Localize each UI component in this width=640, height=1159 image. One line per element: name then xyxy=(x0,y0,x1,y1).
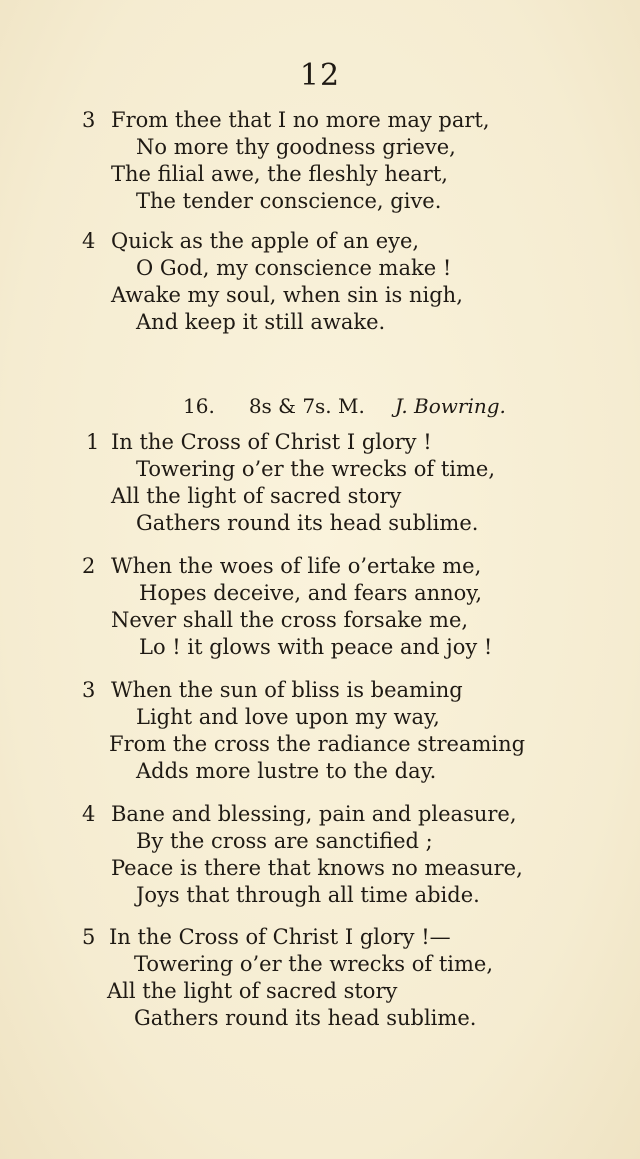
verse-number: 5 xyxy=(82,925,96,949)
verse-line: Lo ! it glows with peace and joy ! xyxy=(139,635,493,659)
verse-line: Hopes deceive, and fears annoy, xyxy=(139,581,483,605)
verse-line: O God, my conscience make ! xyxy=(136,256,452,280)
verse-line: Quick as the apple of an eye, xyxy=(111,229,420,253)
verse-line: Adds more lustre to the day. xyxy=(136,759,437,783)
verse-line: Bane and blessing, pain and pleasure, xyxy=(111,802,517,826)
verse-line: Awake my soul, when sin is nigh, xyxy=(111,283,463,307)
verse-line: By the cross are sanctified ; xyxy=(136,829,433,853)
verse-number: 1 xyxy=(86,430,100,454)
verse-line: When the sun of bliss is beaming xyxy=(111,678,463,702)
page-number: 12 xyxy=(299,58,341,93)
hymn-header xyxy=(183,393,506,420)
verse-line: No more thy goodness grieve, xyxy=(136,135,456,159)
verse-line: When the woes of life o’ertake me, xyxy=(111,554,482,578)
verse-number: 3 xyxy=(82,678,96,702)
verse-line: Gathers round its head sublime. xyxy=(134,1006,477,1030)
hymn-number: 16. xyxy=(183,394,215,418)
verse-number: 2 xyxy=(82,554,96,578)
verse-line: Towering o’er the wrecks of time, xyxy=(136,457,495,481)
verse-line: All the light of sacred story xyxy=(111,484,402,508)
verse-line: Peace is there that knows no measure, xyxy=(111,856,523,880)
verse-line: And keep it still awake. xyxy=(136,310,386,334)
hymn-author: J. Bowring. xyxy=(394,394,506,418)
verse-number: 4 xyxy=(82,802,96,826)
verse-line: In the Cross of Christ I glory ! xyxy=(111,430,432,454)
verse-line: From thee that I no more may part, xyxy=(111,108,490,132)
verse-number: 4 xyxy=(82,229,96,253)
verse-number: 3 xyxy=(82,108,96,132)
verse-line: Gathers round its head sublime. xyxy=(136,511,479,535)
verse-line: From the cross the radiance streaming xyxy=(109,732,526,756)
verse-line: The filial awe, the fleshly heart, xyxy=(111,162,448,186)
verse-line: Never shall the cross forsake me, xyxy=(111,608,469,632)
verse-line: Towering o’er the wrecks of time, xyxy=(134,952,493,976)
verse-line: The tender conscience, give. xyxy=(136,189,442,213)
verse-line: In the Cross of Christ I glory !— xyxy=(109,925,451,949)
hymn-meter: 8s & 7s. M. xyxy=(248,394,365,418)
verse-line: Joys that through all time abide. xyxy=(136,883,480,907)
verse-line: All the light of sacred story xyxy=(107,979,398,1003)
verse-line: Light and love upon my way, xyxy=(136,705,440,729)
